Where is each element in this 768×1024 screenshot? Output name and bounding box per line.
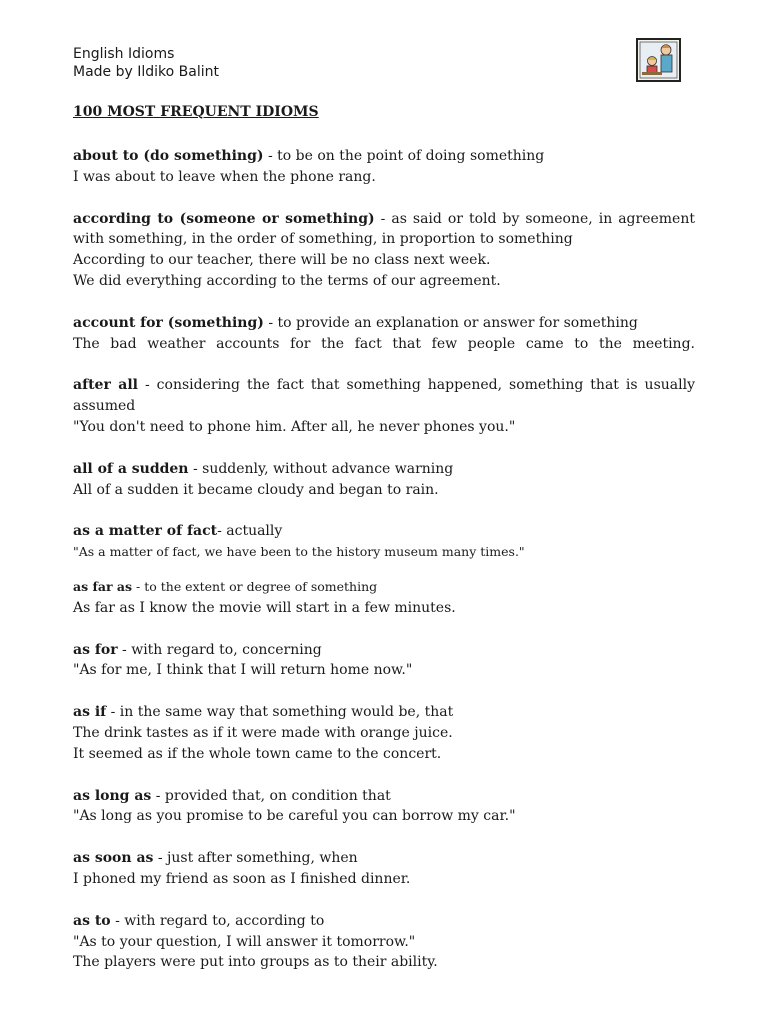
idiom-example: All of a sudden it became cloudy and began to rain. — [73, 481, 439, 498]
idiom-definition: - considering the fact that something happened, something that is usually assumed — [73, 377, 695, 415]
idiom-entry — [73, 209, 695, 292]
idiom-entry — [73, 313, 695, 355]
idiom-definition: - suddenly, without advance warning — [188, 460, 454, 477]
idiom-entry — [73, 640, 695, 682]
header-line-1: English Idioms — [73, 46, 175, 62]
idiom-entry — [73, 577, 695, 619]
idiom-term: about to (do something) — [73, 148, 264, 164]
idiom-term: after all — [73, 377, 138, 394]
idiom-definition: - to provide an explanation or answer for something — [263, 314, 638, 331]
idiom-term: as if — [73, 704, 107, 721]
idiom-example: "As for me, I think that I will return home now." — [73, 662, 413, 679]
idiom-entry — [73, 911, 695, 973]
idiom-example: I was about to leave when the phone rang. — [73, 168, 376, 185]
idiom-entry — [73, 521, 695, 563]
idiom-example: We did everything according to the terms of our agreement. — [73, 272, 501, 289]
idiom-example: According to our teacher, there will be no class next week. — [73, 252, 491, 269]
idiom-example: The players were put into groups as to their ability. — [73, 954, 438, 971]
idiom-term: as far as — [73, 578, 133, 594]
idiom-example: I phoned my friend as soon as I finished dinner. — [73, 870, 411, 887]
idiom-term: as to — [73, 912, 111, 929]
idiom-definition: - in the same way that something would be, that — [106, 704, 454, 721]
idiom-definition: - actually — [217, 523, 283, 540]
idiom-example: The bad weather accounts for the fact that few people came to the meeting. — [73, 335, 695, 352]
idiom-definition: - to the extent or degree of something — [132, 578, 378, 594]
idiom-definition: - just after something, when — [153, 850, 358, 867]
idiom-entry — [73, 848, 695, 890]
idiom-term: as long as — [73, 787, 152, 804]
idiom-example: The drink tastes as if it were made with orange juice. — [73, 724, 453, 741]
teacher-and-student-clipart-icon — [636, 37, 682, 83]
idiom-definition: - provided that, on condition that — [151, 787, 391, 804]
idiom-example: As far as I know the movie will start in a few minutes. — [73, 599, 456, 616]
idiom-definition: - with regard to, concerning — [117, 641, 322, 658]
idiom-term: as a matter of fact — [73, 523, 218, 540]
idiom-entry — [73, 146, 695, 188]
idiom-entry — [73, 786, 695, 828]
idiom-list — [73, 146, 695, 994]
idiom-term: according to (someone or something) — [73, 210, 375, 227]
document-header — [73, 45, 219, 81]
idiom-example: "You don't need to phone him. After all, he never phones you." — [73, 418, 516, 435]
idiom-term: all of a sudden — [73, 460, 189, 477]
idiom-entry — [73, 459, 695, 501]
idiom-entry — [73, 702, 695, 764]
header-line-2: Made by Ildiko Balint — [73, 64, 219, 80]
idiom-term: as soon as — [73, 850, 154, 867]
idiom-example: "As long as you promise to be careful you can borrow my car." — [73, 808, 516, 825]
idiom-term: account for (something) — [73, 314, 264, 331]
idiom-entry — [73, 375, 695, 437]
idiom-example: "As to your question, I will answer it tomorrow." — [73, 933, 416, 950]
page-title: 100 MOST FREQUENT IDIOMS — [73, 104, 319, 120]
idiom-definition: - with regard to, according to — [110, 912, 325, 929]
idiom-example: It seemed as if the whole town came to the concert. — [73, 745, 442, 762]
idiom-definition: - to be on the point of doing something — [263, 148, 545, 164]
idiom-definition: - as said or told by someone, in agreement with something, in the order of something, in proportion to something — [73, 210, 695, 248]
idiom-example: "As a matter of fact, we have been to the history museum many times." — [73, 544, 525, 560]
idiom-term: as for — [73, 641, 118, 658]
